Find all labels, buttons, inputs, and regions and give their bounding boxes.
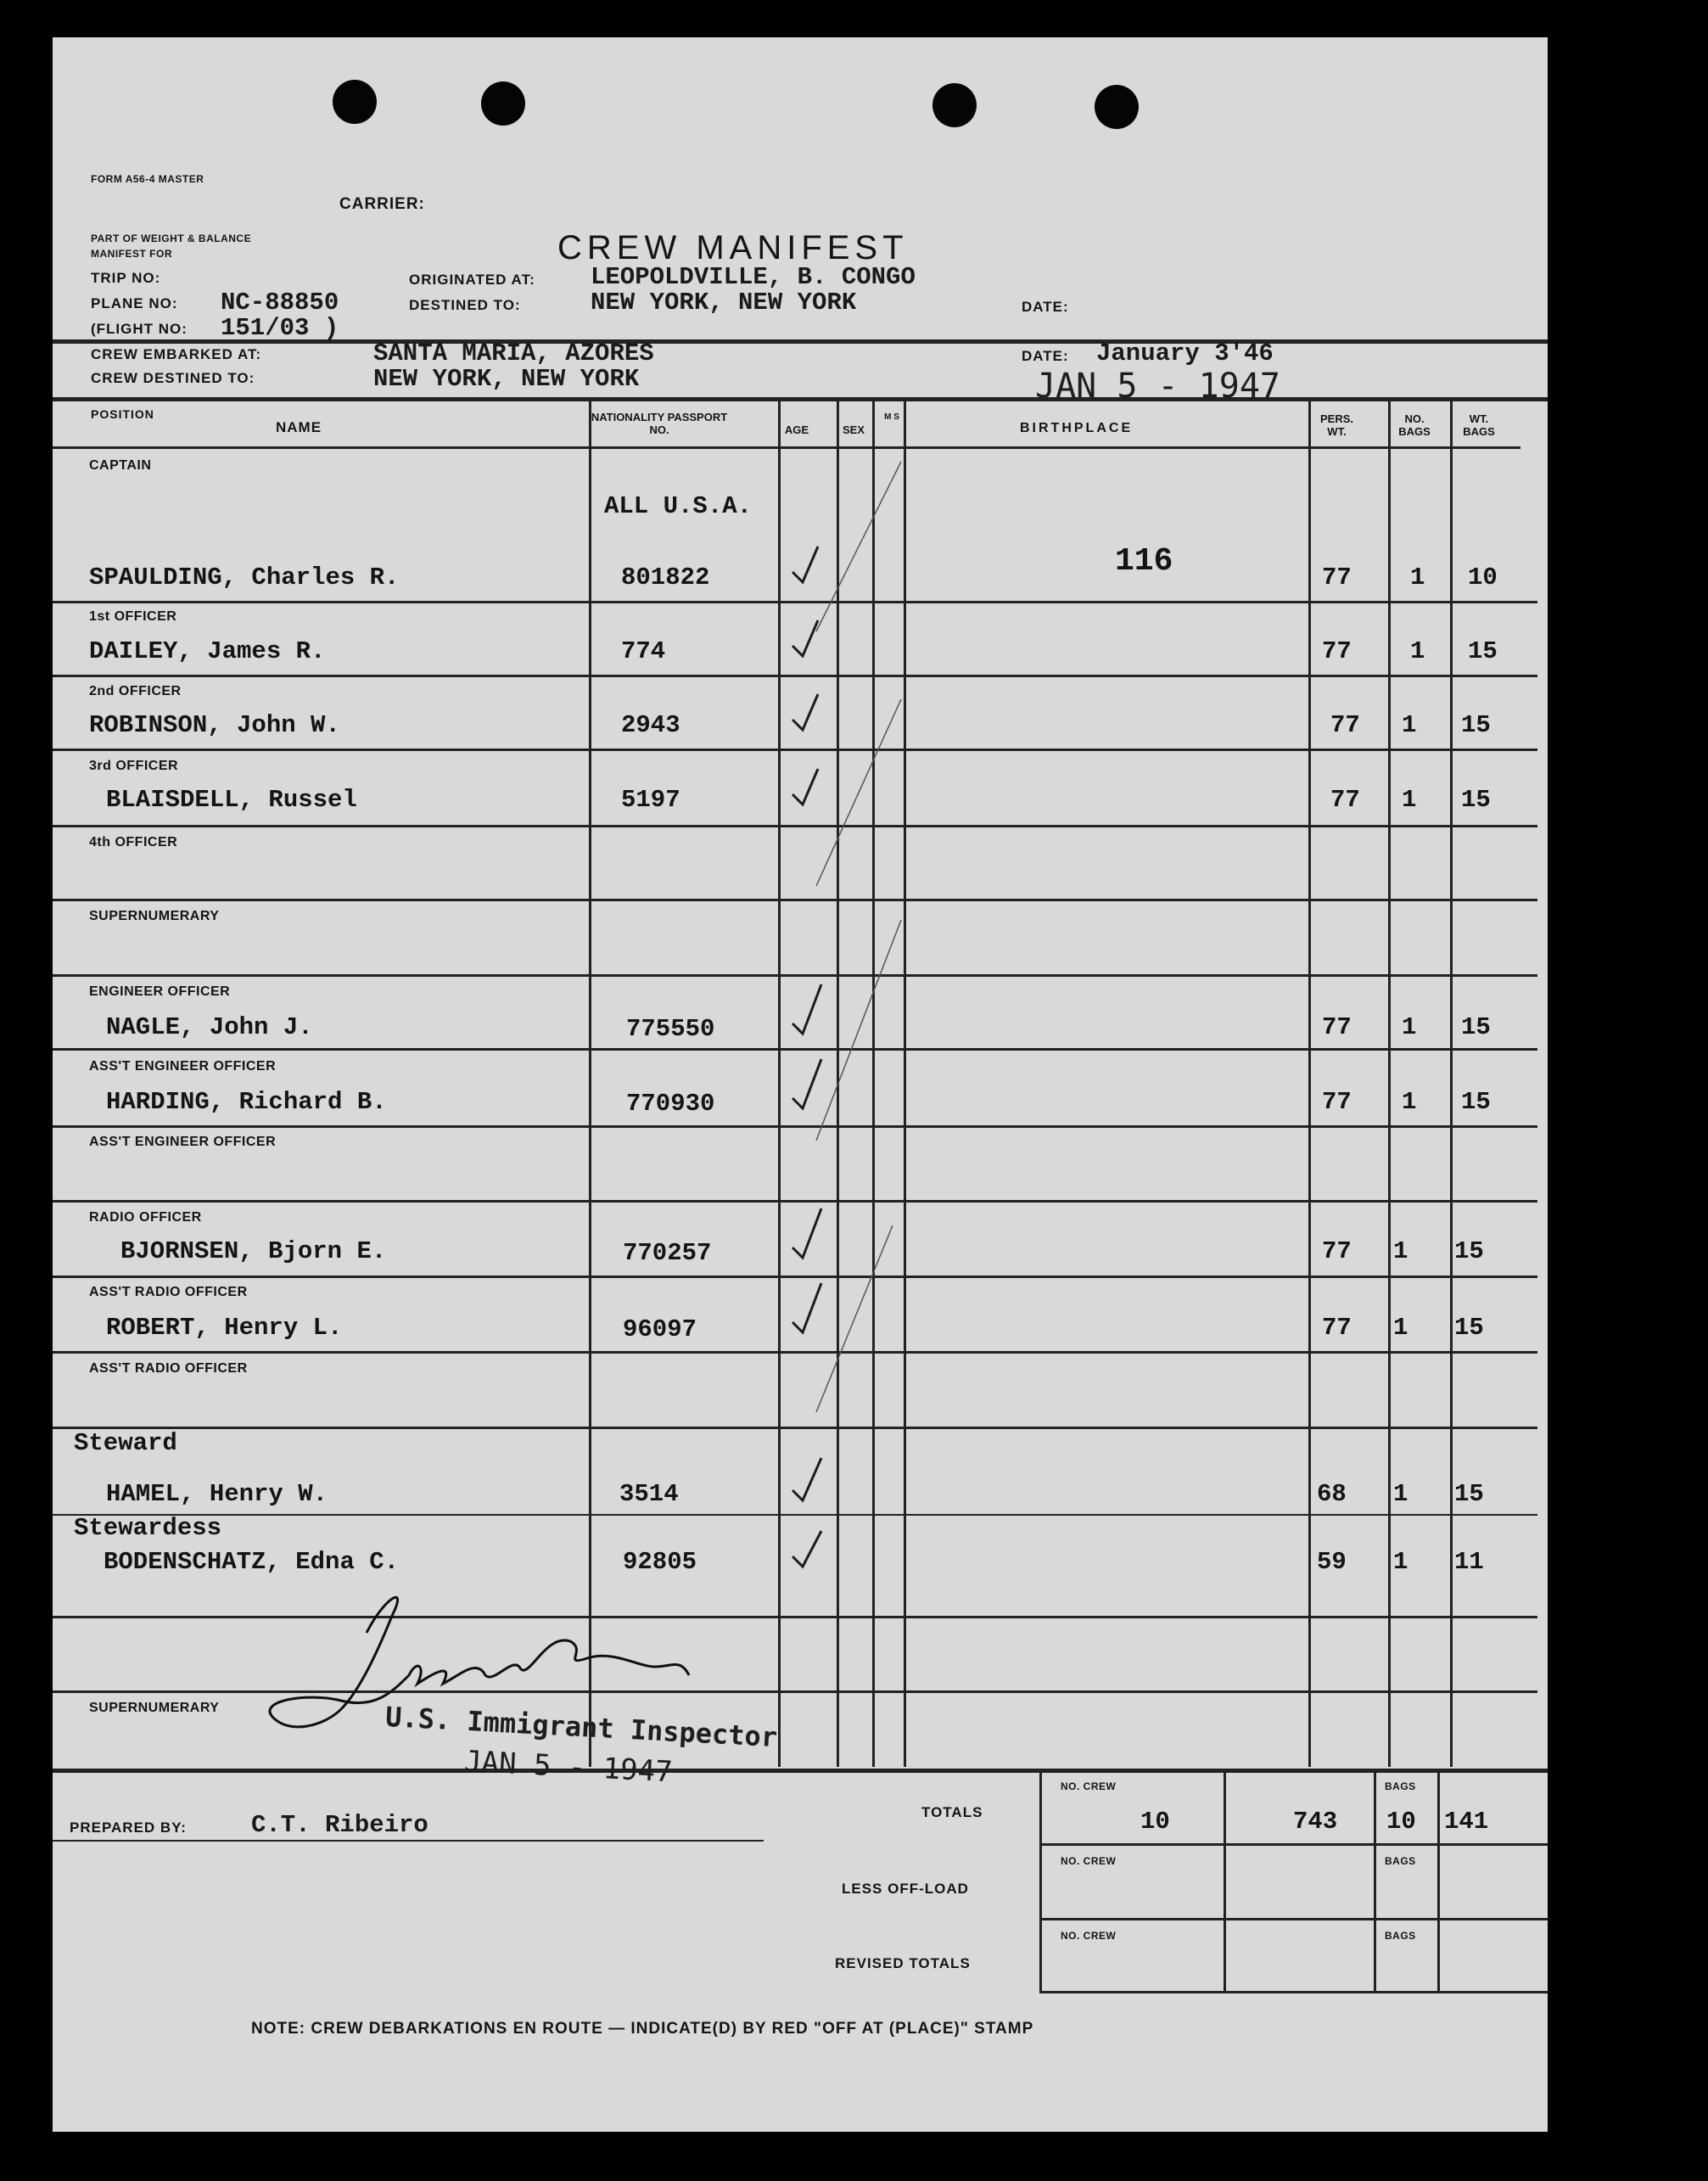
- crew-name: BJORNSEN, Bjorn E.: [120, 1237, 387, 1265]
- position-label: 2nd OFFICER: [89, 684, 182, 698]
- passport-no: 801822: [621, 563, 710, 592]
- manifest-for-label: MANIFEST FOR: [91, 248, 172, 260]
- check-mark: [792, 769, 818, 805]
- flight-number: 151/03 ): [221, 314, 339, 342]
- totals-rule: [1039, 1843, 1548, 1846]
- position-label: ASS'T ENGINEER OFFICER: [89, 1059, 277, 1074]
- no-bags: 1: [1402, 1013, 1417, 1041]
- check-mark: [792, 547, 818, 582]
- plane-label: PLANE NO:: [91, 295, 178, 311]
- totals-rule: [1039, 1991, 1548, 1993]
- crew-name: SPAULDING, Charles R.: [89, 563, 400, 592]
- pencil-stroke: [816, 1225, 893, 1412]
- check-mark: [792, 984, 821, 1034]
- embarked-value: SANTA MARIA, AZORES: [373, 339, 654, 367]
- crew-name: BODENSCHATZ, Edna C.: [104, 1548, 400, 1576]
- wt-bags: 15: [1461, 1013, 1491, 1041]
- wt-bags: 15: [1461, 1088, 1491, 1116]
- date-label-2: DATE:: [1022, 348, 1069, 364]
- totals-rule: [1039, 1769, 1042, 1993]
- pers-wt: 77: [1322, 1314, 1352, 1342]
- crew-name: ROBERT, Henry L.: [106, 1314, 343, 1342]
- supernumerary-label: SUPERNUMERARY: [89, 1701, 220, 1715]
- revised-totals-label: REVISED TOTALS: [835, 1955, 971, 1971]
- position-label: 4th OFFICER: [89, 835, 178, 849]
- trip-label: TRIP NO:: [91, 270, 161, 286]
- pers-wt: 77: [1330, 711, 1360, 739]
- position-label: ENGINEER OFFICER: [89, 984, 231, 999]
- col-pers-wt: PERS. WT.: [1319, 412, 1353, 438]
- passport-no: 2943: [621, 711, 680, 739]
- wt-bags: 15: [1454, 1314, 1484, 1342]
- position-label: ASS'T RADIO OFFICER: [89, 1361, 248, 1376]
- inspector-date-stamp: JAN 5 - 1947: [463, 1744, 674, 1790]
- total-pers-wt: 743: [1293, 1808, 1338, 1836]
- steward-heading: Steward: [74, 1429, 177, 1457]
- crew-name: NAGLE, John J.: [106, 1013, 313, 1041]
- col-ms: M S: [884, 412, 899, 422]
- check-mark: [792, 1531, 821, 1567]
- pencil-stroke: [816, 920, 901, 1141]
- pers-wt: 77: [1322, 563, 1352, 592]
- page-title: CREW MANIFEST: [557, 229, 909, 266]
- passport-no: 770257: [623, 1239, 712, 1267]
- no-bags: 1: [1402, 786, 1417, 814]
- destined-label: DESTINED TO:: [409, 297, 521, 313]
- total-wt-bags: 141: [1444, 1808, 1489, 1836]
- prepared-rule: [53, 1840, 764, 1842]
- manifest-sheet: [53, 37, 1548, 2132]
- crew-name: ROBINSON, John W.: [89, 711, 340, 739]
- no-bags: 1: [1393, 1237, 1408, 1265]
- col-wt-bags: WT. BAGS: [1463, 412, 1495, 438]
- crew-name: HAMEL, Henry W.: [106, 1480, 328, 1508]
- wt-bags: 11: [1454, 1548, 1484, 1576]
- position-label: CAPTAIN: [89, 458, 152, 473]
- no-bags: 1: [1393, 1480, 1408, 1508]
- pers-wt: 77: [1322, 1237, 1352, 1265]
- crew-name: DAILEY, James R.: [89, 637, 326, 665]
- total-crew: 10: [1140, 1808, 1170, 1836]
- totals-rule: [1437, 1769, 1440, 1993]
- pers-wt: 77: [1330, 786, 1360, 814]
- no-crew-label: NO. CREW: [1061, 1930, 1117, 1942]
- check-mark: [792, 694, 818, 730]
- col-no-bags: NO. BAGS: [1398, 412, 1431, 438]
- position-label: ASS'T ENGINEER OFFICER: [89, 1135, 277, 1149]
- pers-wt: 59: [1317, 1548, 1347, 1576]
- position-label: 1st OFFICER: [89, 609, 177, 624]
- bags-label: BAGS: [1385, 1855, 1416, 1867]
- part-of-label: PART OF WEIGHT & BALANCE: [91, 233, 252, 244]
- passport-no: 3514: [619, 1480, 679, 1508]
- totals-rule: [1224, 1769, 1226, 1993]
- check-mark: [792, 1208, 821, 1258]
- wt-bags: 15: [1468, 637, 1498, 665]
- wt-bags: 15: [1461, 786, 1491, 814]
- no-bags: 1: [1410, 563, 1425, 592]
- col-age: AGE: [784, 423, 809, 436]
- date-value: January 3'46: [1096, 339, 1274, 367]
- form-number: FORM A56-4 MASTER: [91, 173, 204, 185]
- no-bags: 1: [1393, 1548, 1408, 1576]
- bags-label: BAGS: [1385, 1780, 1416, 1792]
- wt-bags: 10: [1468, 563, 1498, 592]
- pers-wt: 77: [1322, 637, 1352, 665]
- no-bags: 1: [1393, 1314, 1408, 1342]
- crew-destined-label: CREW DESTINED TO:: [91, 370, 255, 386]
- position-label: RADIO OFFICER: [89, 1210, 202, 1225]
- passport-no: 775550: [626, 1015, 715, 1043]
- crew-name: BLAISDELL, Russel: [106, 786, 357, 814]
- check-mark: [792, 1283, 821, 1332]
- less-offload-label: LESS OFF-LOAD: [842, 1881, 969, 1897]
- passport-no: 5197: [621, 786, 680, 814]
- wt-bags: 15: [1454, 1480, 1484, 1508]
- prepared-label: PREPARED BY:: [70, 1819, 187, 1836]
- prepared-value: C.T. Ribeiro: [251, 1811, 428, 1839]
- date-label: DATE:: [1022, 299, 1069, 315]
- check-mark: [792, 1059, 821, 1108]
- crew-destined-value: NEW YORK, NEW YORK: [373, 365, 640, 393]
- wt-bags: 15: [1461, 711, 1491, 739]
- position-label: ASS'T RADIO OFFICER: [89, 1285, 248, 1299]
- check-mark: [792, 620, 818, 656]
- passport-no: 770930: [626, 1090, 715, 1118]
- passport-no: 92805: [623, 1548, 697, 1576]
- embarked-label: CREW EMBARKED AT:: [91, 346, 262, 362]
- totals-rule: [1039, 1918, 1548, 1920]
- inspector-stamp: U.S. Immigrant Inspector: [384, 1700, 779, 1754]
- no-bags: 1: [1402, 711, 1417, 739]
- no-bags: 1: [1410, 637, 1425, 665]
- col-nationality: NATIONALITY PASSPORT NO.: [591, 411, 728, 436]
- col-position: POSITION: [91, 407, 154, 421]
- col-birthplace: BIRTHPLACE: [1020, 421, 1134, 435]
- pencil-stroke: [816, 462, 901, 631]
- originated-value: LEOPOLDVILLE, B. CONGO: [591, 263, 916, 291]
- position-label: 3rd OFFICER: [89, 759, 179, 773]
- position-label: SUPERNUMERARY: [89, 909, 220, 923]
- carrier-label: CARRIER:: [339, 195, 425, 213]
- plane-number: NC-88850: [221, 289, 339, 317]
- no-bags: 1: [1402, 1088, 1417, 1116]
- col-sex: SEX: [842, 423, 865, 436]
- stewardess-heading: Stewardess: [74, 1514, 222, 1542]
- no-crew-label: NO. CREW: [1061, 1780, 1117, 1792]
- wt-bags: 15: [1454, 1237, 1484, 1265]
- flight-label: (FLIGHT NO:: [91, 321, 188, 337]
- pers-wt: 77: [1322, 1088, 1352, 1116]
- originated-label: ORIGINATED AT:: [409, 272, 535, 288]
- passport-no: 774: [621, 637, 666, 665]
- crew-name: HARDING, Richard B.: [106, 1088, 387, 1116]
- total-bags: 10: [1386, 1808, 1416, 1836]
- footer-note: NOTE: CREW DEBARKATIONS EN ROUTE — INDICATE(D) BY RED "OFF AT (PLACE)" STAMP: [251, 2020, 1034, 2038]
- bags-label: BAGS: [1385, 1930, 1416, 1942]
- destined-value: NEW YORK, NEW YORK: [591, 289, 857, 317]
- pers-wt: 68: [1317, 1480, 1347, 1508]
- totals-rule: [1374, 1769, 1376, 1993]
- passport-no: 96097: [623, 1315, 697, 1343]
- totals-label: TOTALS: [921, 1804, 983, 1820]
- all-usa-note: ALL U.S.A.: [604, 492, 753, 520]
- pencil-stroke: [816, 699, 901, 886]
- birthplace-note: 116: [1115, 543, 1173, 580]
- pers-wt: 77: [1322, 1013, 1352, 1041]
- check-mark: [792, 1458, 821, 1500]
- no-crew-label: NO. CREW: [1061, 1855, 1117, 1867]
- date-stamp: JAN 5 - 1947: [1035, 367, 1280, 406]
- col-name: NAME: [276, 419, 322, 435]
